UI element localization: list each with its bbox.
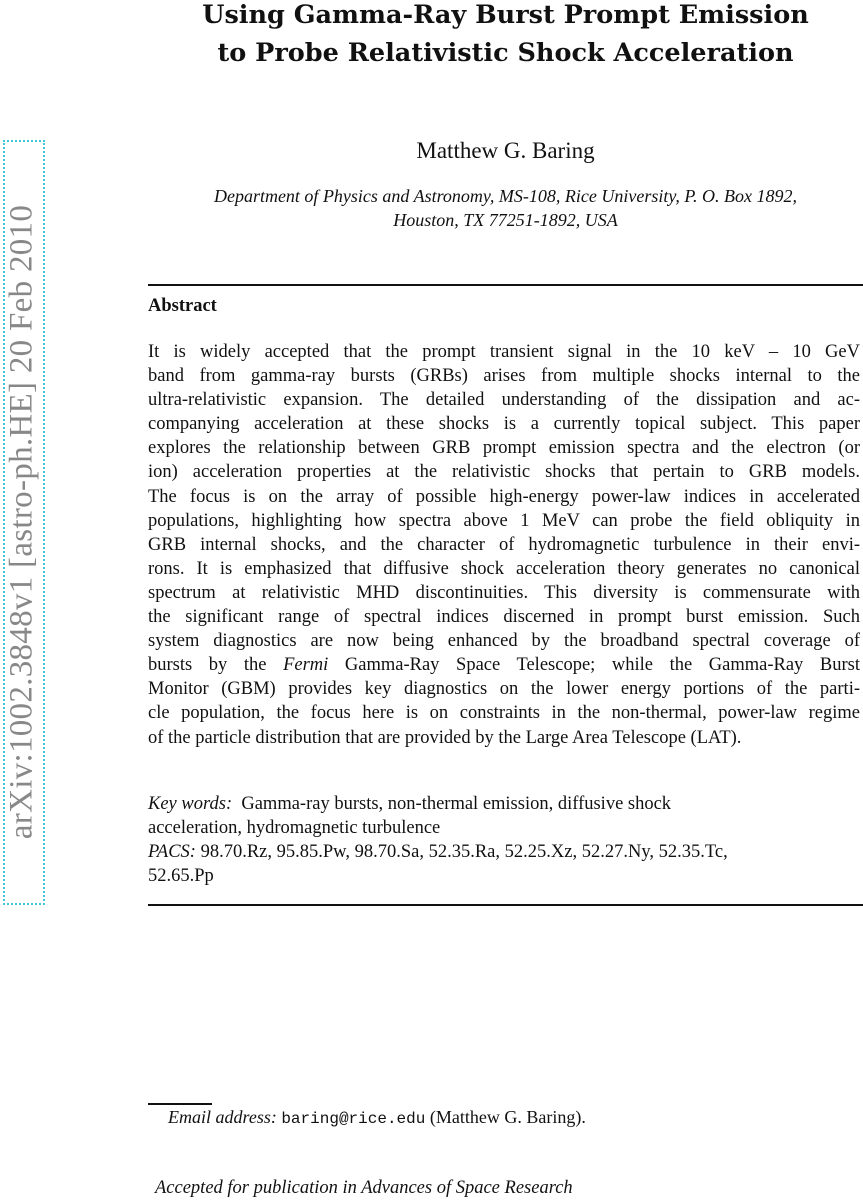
- abstract-line: populations, highlighting how spectra above 1 MeV can probe the field obliquity in: [148, 510, 860, 531]
- footnote-rule: [148, 1103, 212, 1105]
- abstract-line: GRB internal shocks, and the character of hydromagnetic turbulence in their envi-: [148, 534, 860, 555]
- arxiv-stamp: arXiv:1002.3848v1 [astro-ph.HE] 20 Feb 2010: [3, 204, 40, 840]
- title-line: to Probe Relativistic Shock Acceleration: [217, 38, 794, 68]
- pacs-codes: 52.65.Pp: [148, 866, 214, 886]
- abstract-line: of the particle distribution that are provided by the Large Area Telescope (LAT).: [148, 727, 742, 748]
- abstract-line: the significant range of spectral indices discerned in prompt burst emission. Such: [148, 607, 860, 628]
- keywords-label: Key words:: [148, 794, 233, 814]
- bottom-rule: [148, 904, 863, 906]
- title-line: Using Gamma-Ray Burst Prompt Emission: [202, 0, 809, 30]
- abstract-line: ion) acceleration properties at the relativistic shocks that pertain to GRB models.: [148, 462, 860, 483]
- keywords: Gamma-ray bursts, non-thermal emission, diffusive shock: [241, 794, 672, 814]
- abstract-line-fermi: [148, 653, 860, 677]
- abstract-line: spectrum at relativistic MHD discontinuities. This diversity is commensurate with: [148, 582, 860, 603]
- top-rule: [148, 284, 863, 286]
- author: Matthew G. Baring: [416, 138, 595, 163]
- footnote-text: (Matthew G. Baring).: [429, 1107, 586, 1127]
- abstract-line: Monitor (GBM) provides key diagnostics on the lower energy portions of the parti-: [148, 679, 860, 700]
- paper-title: [148, 0, 863, 72]
- pacs-label: PACS:: [148, 842, 196, 862]
- keywords: acceleration, hydromagnetic turbulence: [148, 818, 441, 838]
- abstract-line: It is widely accepted that the prompt transient signal in the 10 keV – 10 GeV: [148, 342, 860, 362]
- pacs-codes: 98.70.Rz, 95.85.Pw, 98.70.Sa, 52.35.Ra, 52.25.Xz, 52.27.Ny, 52.35.Tc,: [200, 842, 728, 862]
- text: bursts by the: [148, 655, 284, 676]
- abstract-line: explores the relationship between GRB prompt emission spectra and the electron (or: [148, 438, 860, 459]
- affiliation-line: Department of Physics and Astronomy, MS-108, Rice University, P. O. Box 1892,: [213, 186, 798, 206]
- affiliation-line: Houston, TX 77251-1892, USA: [393, 210, 618, 230]
- email-label: Email address:: [168, 1107, 277, 1127]
- abstract-line: system diagnostics are now being enhanced by the broadband spectral coverage of: [148, 631, 860, 652]
- fermi-italic: Fermi: [283, 655, 329, 676]
- abstract-line: band from gamma-ray bursts (GRBs) arises from multiple shocks internal to the: [148, 366, 860, 387]
- keywords-block: [148, 792, 863, 888]
- publication-note: Accepted for publication in Advances of Space Research: [155, 1178, 573, 1198]
- abstract-line: ultra-relativistic expansion. The detailed understanding of the dissipation and ac-: [148, 390, 860, 411]
- abstract-line: The focus is on the array of possible high-energy power-law indices in accelerated: [148, 486, 860, 507]
- text: Gamma-Ray Space Telescope; while the Gamma-Ray Burst: [328, 655, 860, 676]
- footnote: [168, 1107, 586, 1128]
- email-address[interactable]: baring@rice.edu: [281, 1110, 426, 1128]
- abstract-body: [148, 340, 860, 750]
- abstract-line: cle population, the focus here is on constraints in the non-thermal, power-law regime: [148, 703, 860, 724]
- abstract-heading: Abstract: [148, 296, 217, 316]
- abstract-line: rons. It is emphasized that diffusive shock acceleration theory generates no canonical: [148, 558, 860, 579]
- abstract-line: companying acceleration at these shocks is a currently topical subject. This paper: [148, 414, 860, 435]
- affiliation: [148, 184, 863, 232]
